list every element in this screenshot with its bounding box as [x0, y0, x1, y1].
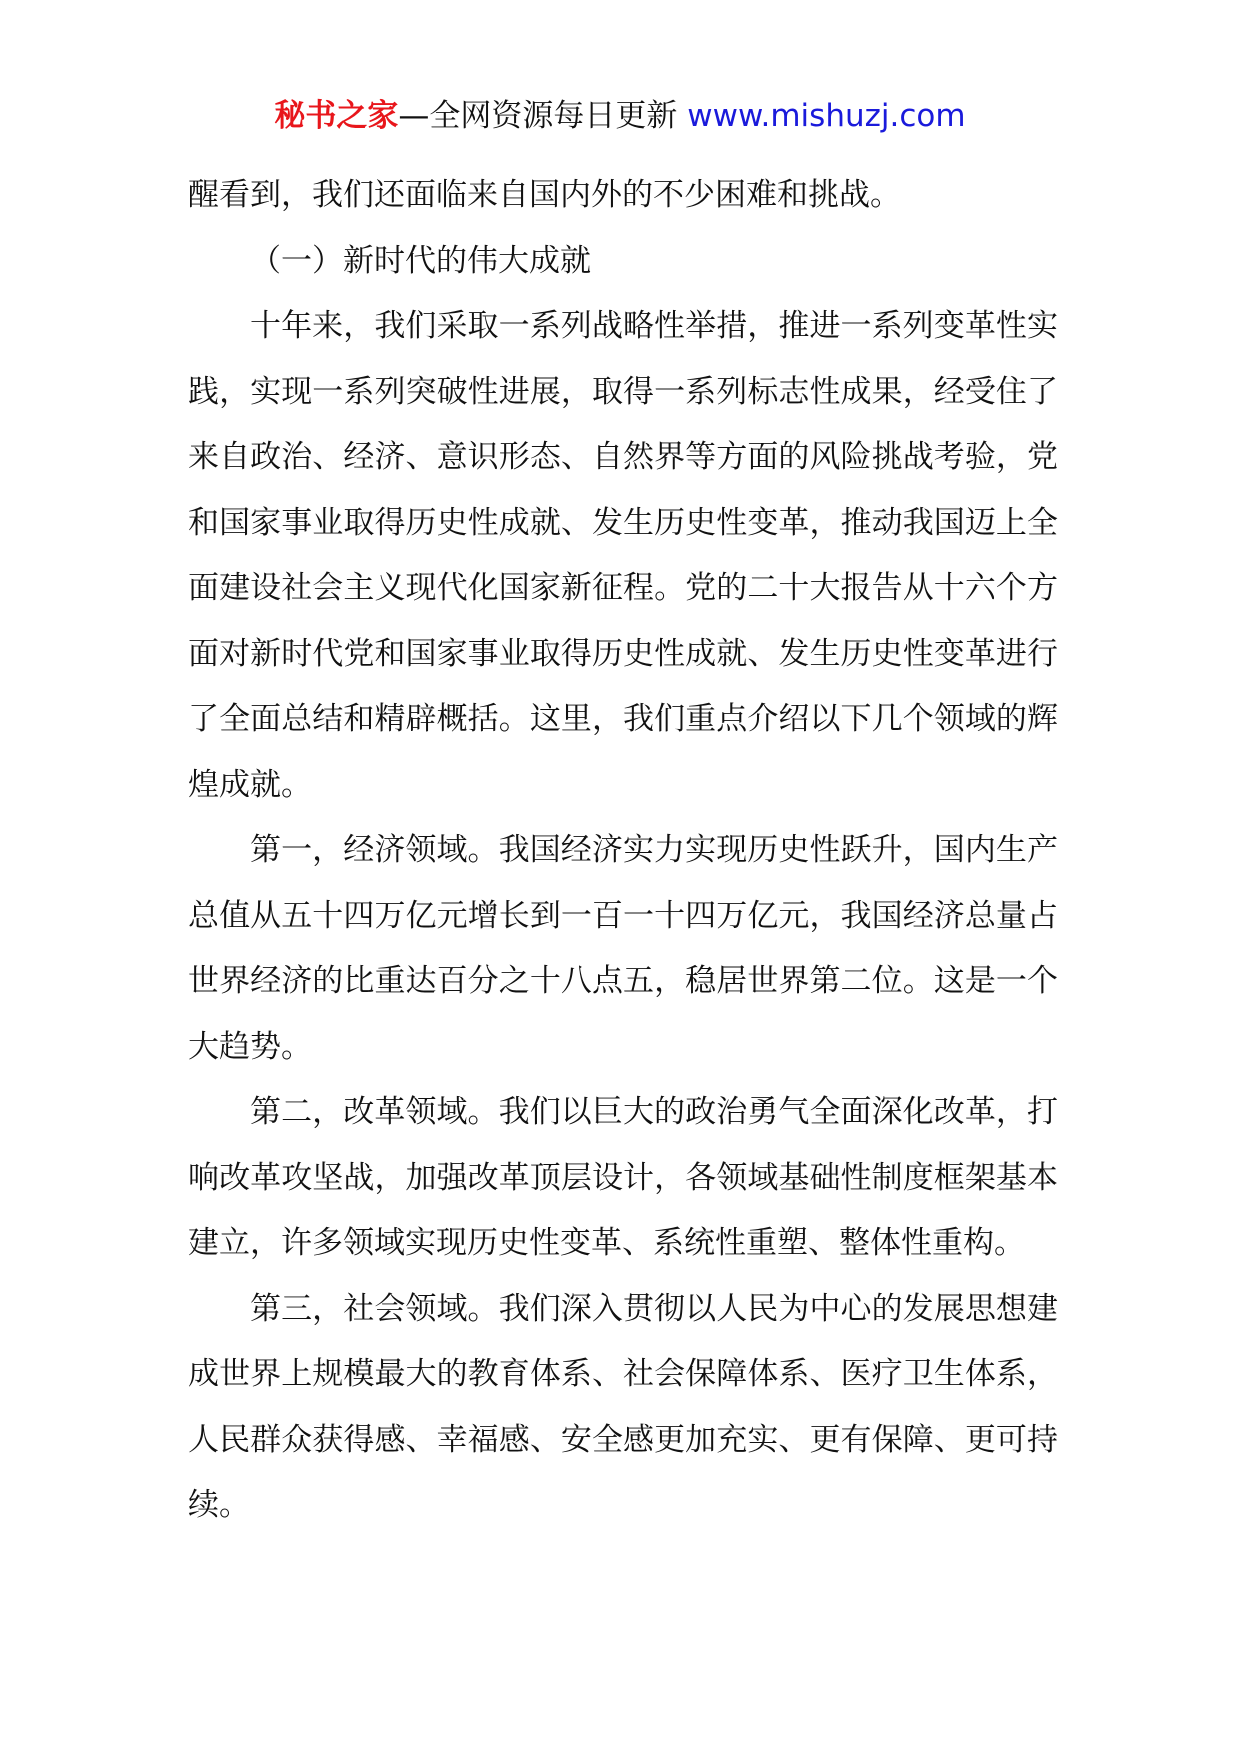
- site-url-link[interactable]: www.mishuzj.com: [687, 98, 966, 134]
- paragraph-continuation: 醒看到，我们还面临来自国内外的不少困难和挑战。: [188, 177, 901, 213]
- site-name: 秘书之家: [274, 98, 399, 134]
- paragraph-society: 第三，社会领域。我们深入贯彻以人民为中心的发展思想建成世界上规模最大的教育体系、社会保障体系、医疗卫生体系，人民群众获得感、幸福感、安全感更加充实、更有保障、更可持续。: [188, 1290, 1058, 1523]
- paragraph-achievements-overview: 十年来，我们采取一系列战略性举措，推进一系列变革性实践，实现一系列突破性进展，取得一系列标志性成果，经受住了来自政治、经济、意识形态、自然界等方面的风险挑战考验，党和国家事业取得历史性成就、发生历史性变革，推动我国迈上全面建设社会主义现代化国家新征程。党的二十大报告从十六个方面对新时代党和国家事业取得历史性成就、发生历史性变革进行了全面总结和精辟概括。这里，我们重点介绍以下几个领域的辉煌成就。: [188, 308, 1058, 803]
- section-heading: （一）新时代的伟大成就: [250, 242, 591, 279]
- page-header: [0, 96, 1240, 136]
- document-body: [188, 163, 1058, 1539]
- paragraph-economy: 第一，经济领域。我国经济实力实现历史性跃升，国内生产总值从五十四万亿元增长到一百一十四万亿元，我国经济总量占世界经济的比重达百分之十八点五，稳居世界第二位。这是一个大趋势。: [188, 832, 1058, 1065]
- site-tagline: —全网资源每日更新: [398, 98, 688, 134]
- paragraph-reform: 第二，改革领域。我们以巨大的政治勇气全面深化改革，打响改革攻坚战，加强改革顶层设计，各领域基础性制度框架基本建立，许多领域实现历史性变革、系统性重塑、整体性重构。: [188, 1094, 1058, 1261]
